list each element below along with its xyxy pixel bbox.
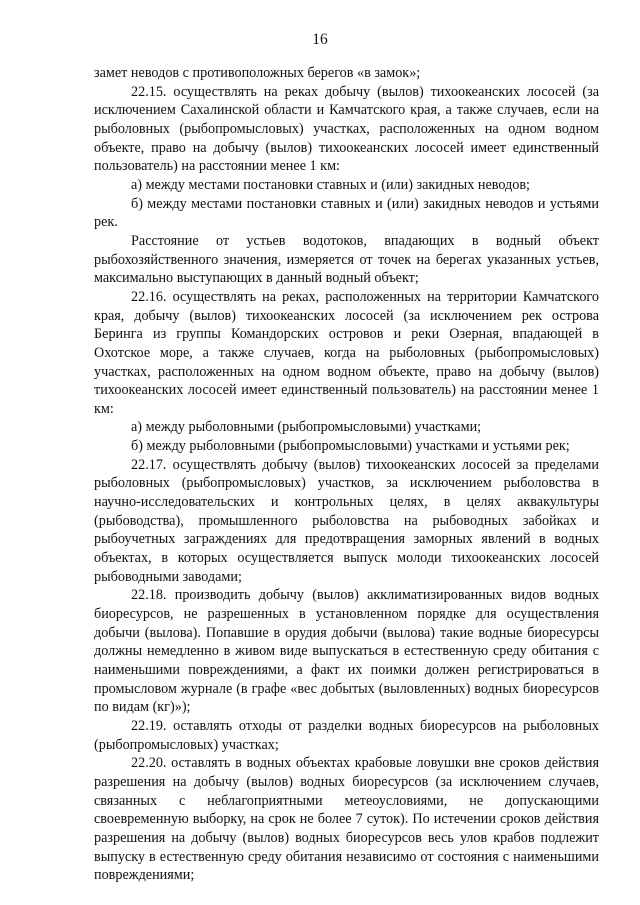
paragraph-22-16-b: б) между рыболовными (рыбопромысловыми) участками и устьями рек; xyxy=(131,438,570,455)
paragraph-22-16: 22.16. осуществлять на реках, расположенных на территории Камчатского края, добычу (вылов) тихоокеанских лососей (за исключением рек острова Беринга из группы Командорских островов и реки Озерная, впадающей в Охотское море, а также случаев, когда на рыболовных (рыбопромысловых) участках, расположенных на одном водном объекте, право на добычу (вылов) тихоокеанских лососей имеет единственный пользователь) на расстоянии менее 1 км: xyxy=(94,288,599,417)
paragraph-22-20: 22.20. оставлять в водных объектах крабовые ловушки вне сроков действия разрешения на добычу (вылов) водных биоресурсов (за исключением случаев, связанных с неблагоприятными метеоусловиями, не допускающими своевременную выборку, на срок не более 7 суток). По истечении сроков действия разрешения на добычу (вылов) водных биоресурсов весь улов крабов подлежит выпуску в естественную среду обитания независимо от состояния с наименьшими повреждениями; xyxy=(94,755,599,884)
paragraph-22-15: 22.15. осуществлять на реках добычу (вылов) тихоокеанских лососей (за исключением Сахалинской области и Камчатского края, а также случаев, если на рыболовных (рыбопромысловых) участках, расположенных на одном водном объекте, право на добычу (вылов) тихоокеанских лососей имеет единственный пользователь) на расстоянии менее 1 км: xyxy=(94,83,599,175)
paragraph-22-15-b: б) между местами постановки ставных и (или) закидных неводов и устьями рек. xyxy=(94,195,599,231)
paragraph-22-19: 22.19. оставлять отходы от разделки водных биоресурсов на рыболовных (рыбопромысловых) участках; xyxy=(94,717,599,753)
paragraph-22-17: 22.17. осуществлять добычу (вылов) тихоокеанских лососей за пределами рыболовных (рыбопромысловых) участков, за исключением рыболовства в научно-исследовательских и контрольных целях, в целях аквакультуры (рыбоводства), промышленного рыболовства на рыбоводных забойках и рыбоучетных заграждениях для предотвращения заморных явлений в водных объектах, в которых осуществляется выпуск молоди тихоокеанских лососей рыбоводными заводами; xyxy=(94,456,599,585)
page-number: 16 xyxy=(312,31,328,48)
paragraph-continuation: замет неводов с противоположных берегов «в замок»; xyxy=(94,65,421,81)
paragraph-distance-note: Расстояние от устьев водотоков, впадающих в водный объект рыбохозяйственного значения, измеряется от точек на берегах указанных устьев, максимально выступающих в данный водный объект; xyxy=(94,232,599,287)
paragraph-22-16-a: а) между рыболовными (рыбопромысловыми) участками; xyxy=(131,419,482,436)
paragraph-22-18: 22.18. производить добычу (вылов) акклиматизированных видов водных биоресурсов, не разрешенных в установленном порядке для осуществления добычи (вылова). Попавшие в орудия добычи (вылова) такие водные биоресурсы должны немедленно в живом виде выпускаться в естественную среду обитания с наименьшими повреждениями, а факт их поимки должен регистрироваться в промысловом журнале (в графе «вес добытых (выловленных) водных биоресурсов по видам (кг)»); xyxy=(94,587,599,716)
document-body xyxy=(94,64,599,885)
paragraph-22-15-a: а) между местами постановки ставных и (или) закидных неводов; xyxy=(131,176,530,193)
